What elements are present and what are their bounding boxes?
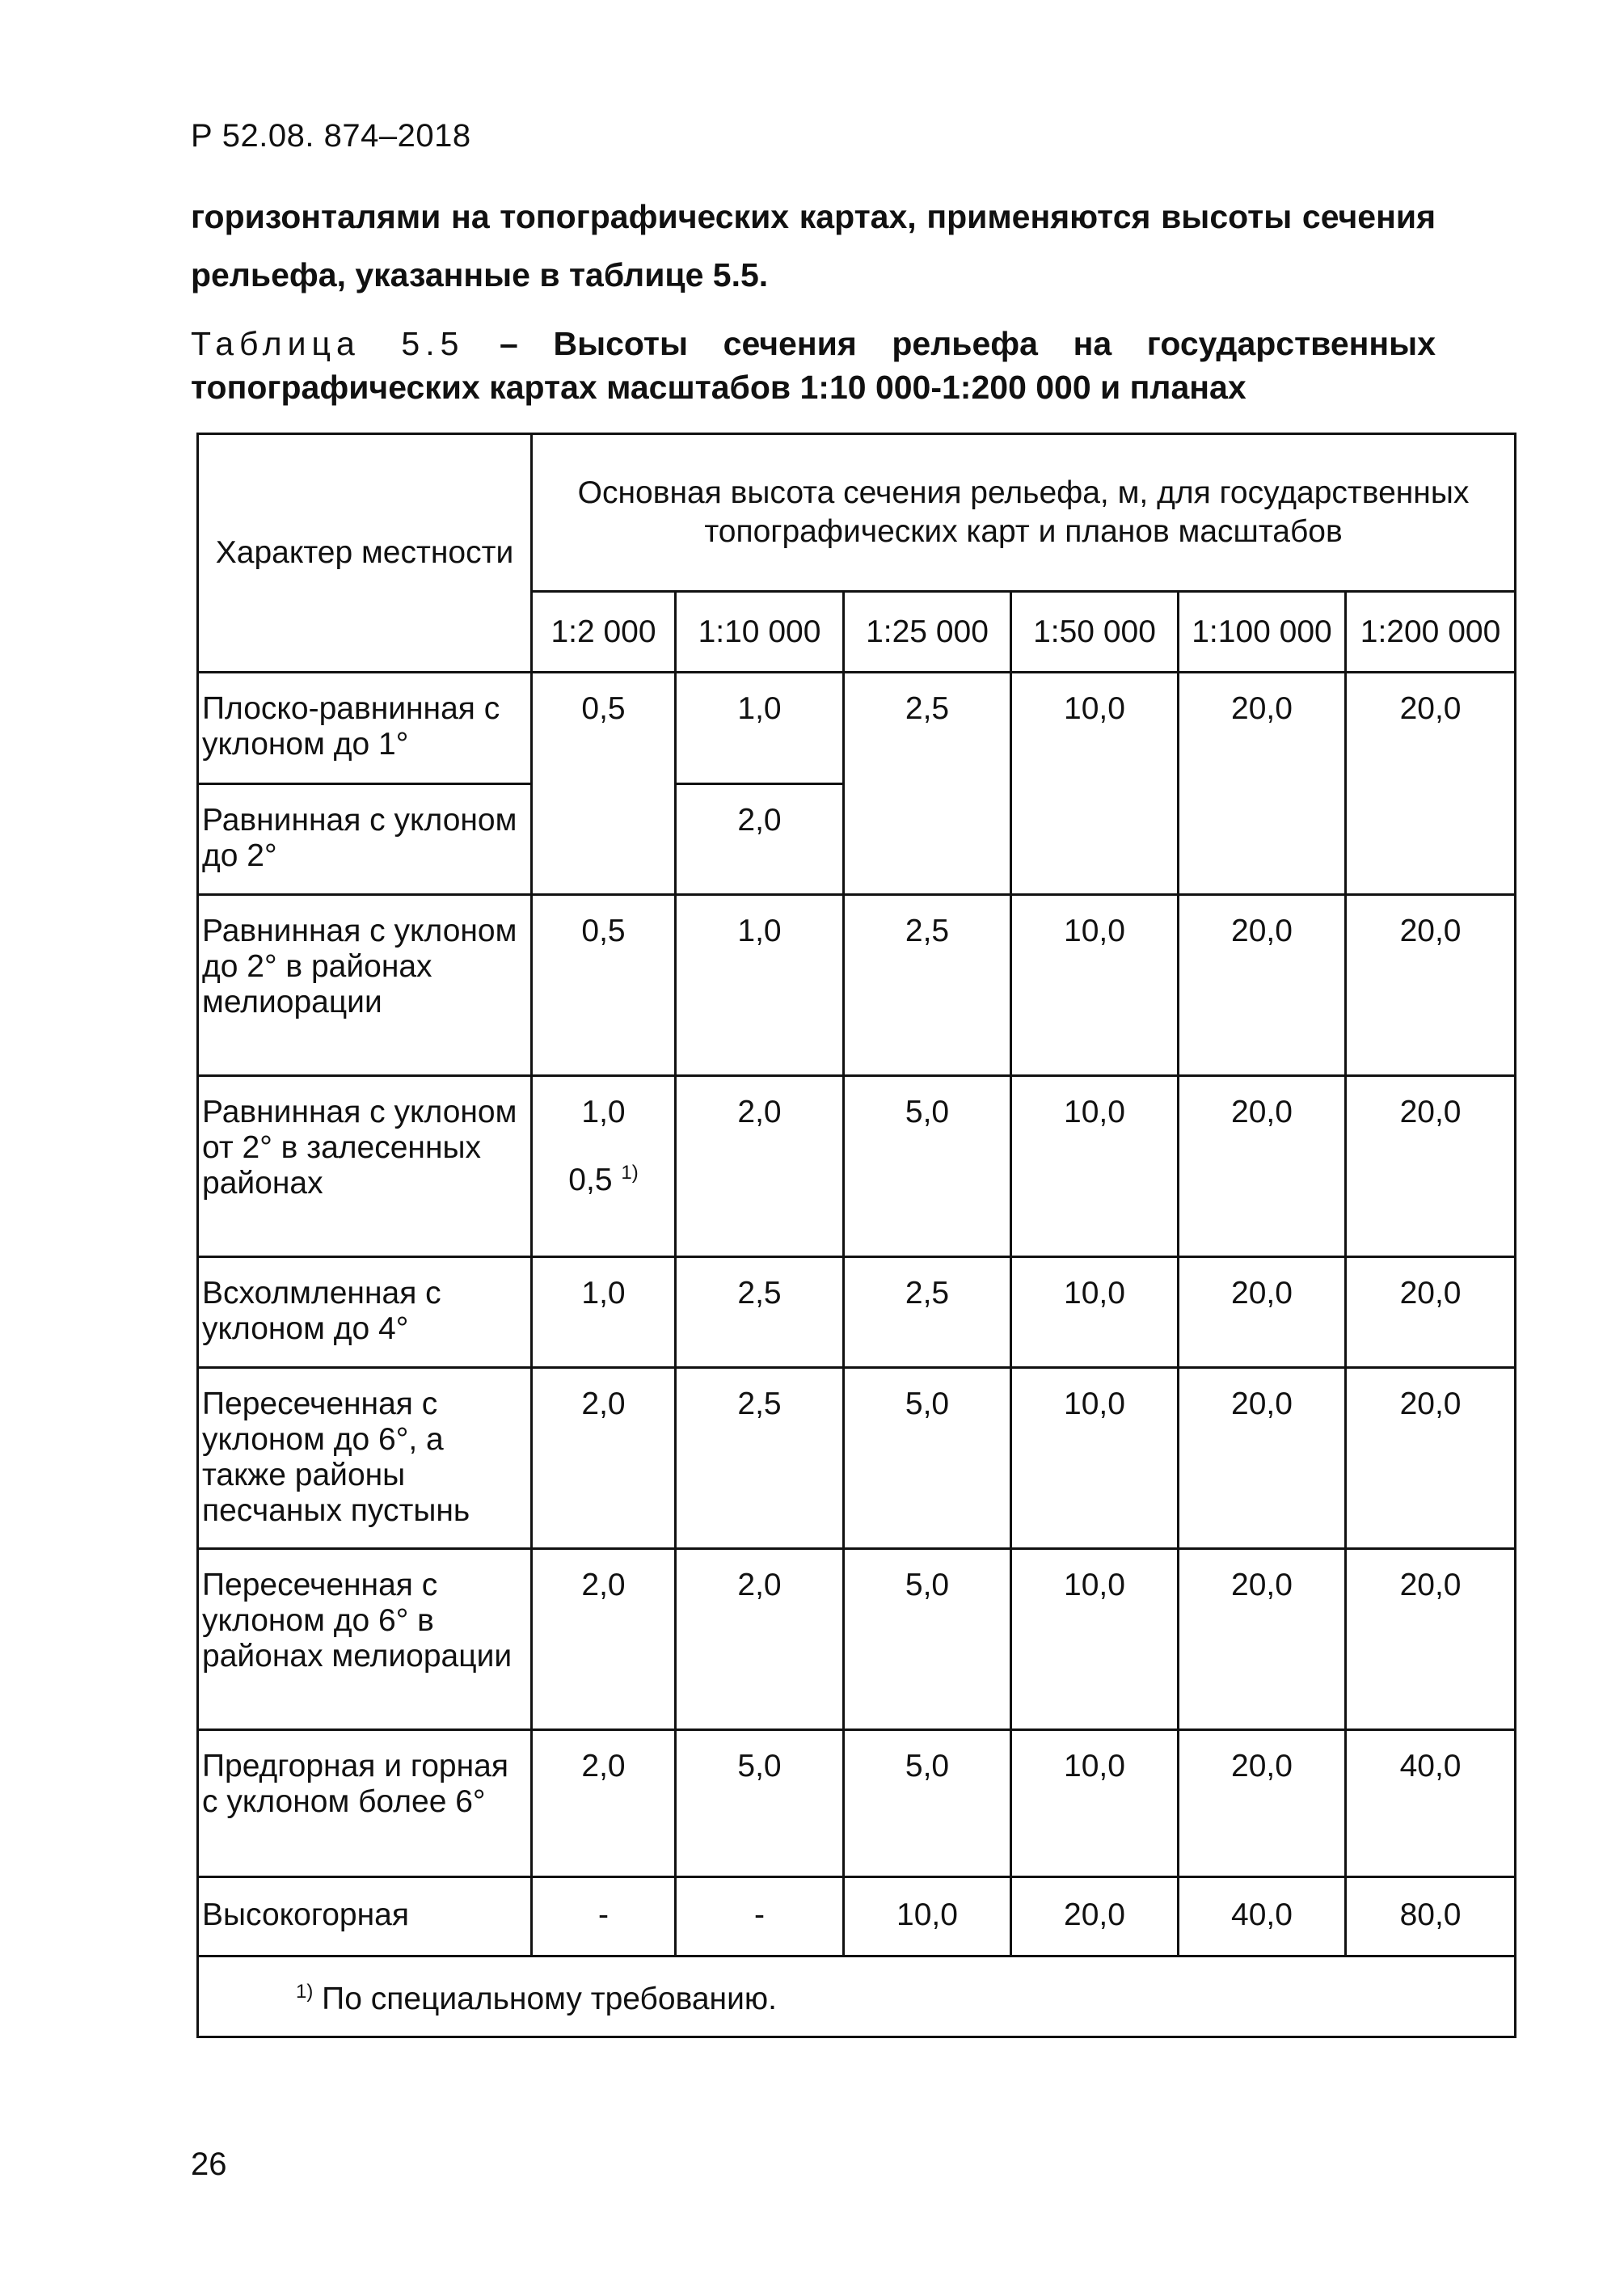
value-cell: 80,0 — [1346, 1877, 1516, 1956]
table-footnote — [198, 1956, 1516, 2037]
value-cell: 2,5 — [844, 1257, 1011, 1368]
value-main: 1,0 — [581, 1095, 626, 1129]
value-cell: 10,0 — [1011, 1549, 1179, 1730]
footnote-mark: 1) — [296, 1981, 314, 2003]
value-cell: 0,5 — [532, 673, 676, 895]
value-cell: 5,0 — [844, 1549, 1011, 1730]
value-cell: 2,0 — [532, 1549, 676, 1730]
table-row — [198, 895, 1516, 1076]
terrain-name: Равнинная с уклоном до 2° в районах мелиорации — [198, 895, 532, 1076]
table-row — [198, 673, 1516, 784]
table-row — [198, 1368, 1516, 1549]
value-cell: 20,0 — [1179, 1076, 1346, 1257]
terrain-name: Пересеченная с уклоном до 6° в районах мелиорации — [198, 1549, 532, 1730]
value-cell: 0,5 — [532, 895, 676, 1076]
value-cell: 1,0 — [676, 895, 844, 1076]
value-cell: 2,0 — [676, 1076, 844, 1257]
value-cell: 20,0 — [1179, 1549, 1346, 1730]
value-cell: 40,0 — [1179, 1877, 1346, 1956]
value-cell: 20,0 — [1346, 1549, 1516, 1730]
header-scale: 1:100 000 — [1179, 592, 1346, 673]
table-row — [198, 1877, 1516, 1956]
value-cell: 2,5 — [844, 895, 1011, 1076]
value-cell: 2,5 — [676, 1257, 844, 1368]
value-cell — [532, 1076, 676, 1257]
value-cell: 2,0 — [676, 1549, 844, 1730]
value-cell: 10,0 — [1011, 1730, 1179, 1877]
value-cell: 5,0 — [844, 1368, 1011, 1549]
terrain-name: Пересеченная с уклоном до 6°, а также районы песчаных пустынь — [198, 1368, 532, 1549]
value-cell: 20,0 — [1179, 1257, 1346, 1368]
value-cell: 10,0 — [1011, 895, 1179, 1076]
table-caption-label: Таблица 5.5 — [191, 325, 465, 362]
footnote-ref: 1) — [621, 1162, 639, 1184]
relief-section-table — [196, 433, 1516, 2038]
terrain-name: Высокогорная — [198, 1877, 532, 1956]
value-cell: 20,0 — [1346, 673, 1516, 895]
table-row — [198, 1549, 1516, 1730]
value-cell: 5,0 — [844, 1076, 1011, 1257]
value-cell: 20,0 — [1179, 1730, 1346, 1877]
value-special-number: 0,5 — [568, 1163, 613, 1197]
value-cell: 10,0 — [1011, 1257, 1179, 1368]
value-cell: 5,0 — [844, 1730, 1011, 1877]
value-cell: 20,0 — [1179, 895, 1346, 1076]
value-cell: 20,0 — [1346, 895, 1516, 1076]
value-cell: 20,0 — [1346, 1257, 1516, 1368]
header-scale: 1:50 000 — [1011, 592, 1179, 673]
header-scale: 1:25 000 — [844, 592, 1011, 673]
value-cell: - — [676, 1877, 844, 1956]
value-special — [533, 1163, 674, 1198]
table-caption — [191, 322, 1436, 409]
value-cell: 20,0 — [1179, 673, 1346, 895]
value-cell: 10,0 — [1011, 1076, 1179, 1257]
value-cell: 20,0 — [1179, 1368, 1346, 1549]
value-cell: 40,0 — [1346, 1730, 1516, 1877]
value-cell: 1,0 — [532, 1257, 676, 1368]
header-terrain: Характер местности — [198, 434, 532, 673]
value-cell: 10,0 — [1011, 1368, 1179, 1549]
value-cell: 5,0 — [676, 1730, 844, 1877]
table-row — [198, 1257, 1516, 1368]
value-cell: 20,0 — [1011, 1877, 1179, 1956]
header-scale: 1:10 000 — [676, 592, 844, 673]
value-cell: 2,0 — [532, 1368, 676, 1549]
value-cell: 2,0 — [532, 1730, 676, 1877]
value-cell: 10,0 — [844, 1877, 1011, 1956]
page-number: 26 — [191, 2146, 227, 2182]
terrain-name: Плоско-равнинная с уклоном до 1° — [198, 673, 532, 784]
table-row — [198, 1730, 1516, 1877]
document-header: Р 52.08. 874–2018 — [191, 118, 471, 154]
footnote-text: По специальному требованию. — [313, 1982, 777, 2016]
value-cell: 10,0 — [1011, 673, 1179, 895]
table-caption-text: – Высоты сечения рельефа на государственных топографических картах масштабов 1:10 000-1:200 000 и планах — [191, 325, 1436, 406]
body-paragraph: горизонталями на топографических картах, применяются высоты сечения рельефа, указанные в таблице 5.5. — [191, 198, 1436, 293]
value-cell: 20,0 — [1346, 1076, 1516, 1257]
value-cell: 2,0 — [676, 784, 844, 895]
terrain-name: Всхолмленная с уклоном до 4° — [198, 1257, 532, 1368]
value-cell: 1,0 — [676, 673, 844, 784]
terrain-name: Равнинная с уклоном до 2° — [198, 784, 532, 895]
value-cell: 2,5 — [844, 673, 1011, 895]
table-row — [198, 1076, 1516, 1257]
header-height-group: Основная высота сечения рельефа, м, для государственных топографических карт и планов масштабов — [532, 434, 1516, 592]
header-scale: 1:2 000 — [532, 592, 676, 673]
value-cell: 20,0 — [1346, 1368, 1516, 1549]
terrain-name: Равнинная с уклоном от 2° в залесенных районах — [198, 1076, 532, 1257]
header-scale: 1:200 000 — [1346, 592, 1516, 673]
value-cell: - — [532, 1877, 676, 1956]
terrain-name: Предгорная и горная с уклоном более 6° — [198, 1730, 532, 1877]
value-cell: 2,5 — [676, 1368, 844, 1549]
